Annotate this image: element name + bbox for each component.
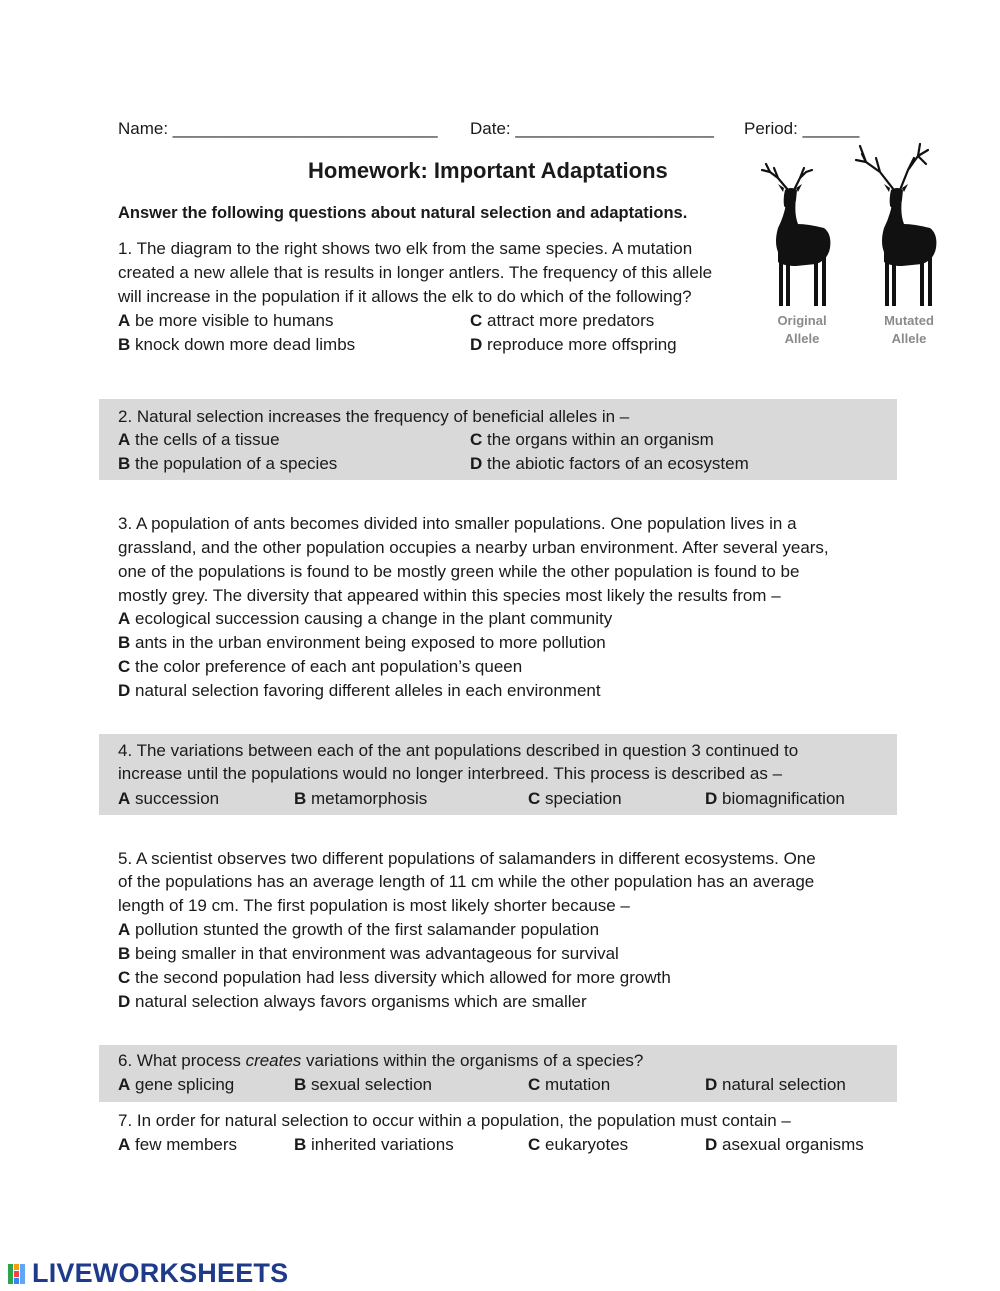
answer-option-c[interactable]: C the organs within an organism bbox=[470, 430, 714, 449]
period-field-label: Period: ______ bbox=[744, 119, 860, 138]
logo-text: LIVEWORKSHEETS bbox=[32, 1258, 289, 1288]
answer-option-a[interactable]: A be more visible to humans bbox=[118, 311, 334, 330]
question-text: of the populations has an average length of 11 cm while the other population has an average bbox=[118, 872, 815, 891]
answer-option-a[interactable]: A gene splicing bbox=[118, 1075, 235, 1094]
mutated-allele-caption: Mutated Allele bbox=[884, 313, 934, 346]
answer-option-c[interactable]: C speciation bbox=[528, 789, 622, 808]
question-text: 5. A scientist observes two different populations of salamanders in different ecosystems. One bbox=[118, 849, 816, 868]
answer-option-c[interactable]: C eukaryotes bbox=[528, 1135, 629, 1154]
elk-diagram bbox=[748, 142, 943, 312]
question-text: 6. What process creates variations within the organisms of a species? bbox=[118, 1051, 644, 1070]
answer-option-d[interactable]: D reproduce more offspring bbox=[470, 335, 677, 354]
question-text: length of 19 cm. The first population is most likely shorter because – bbox=[118, 896, 630, 915]
mutated-allele-elk-icon bbox=[856, 144, 936, 306]
page-title: Homework: Important Adaptations bbox=[308, 158, 668, 183]
question-text: 4. The variations between each of the ant populations described in question 3 continued to bbox=[118, 741, 799, 760]
question-text: mostly grey. The diversity that appeared within this species most likely the results from – bbox=[118, 586, 781, 605]
answer-option-b[interactable]: B sexual selection bbox=[294, 1075, 432, 1094]
liveworksheets-mark-icon bbox=[8, 1262, 30, 1286]
question-text: increase until the populations would no longer interbreed. This process is described as – bbox=[118, 764, 783, 783]
answer-option-a[interactable]: A few members bbox=[118, 1135, 238, 1154]
answer-option-a[interactable]: A the cells of a tissue bbox=[118, 430, 280, 449]
original-allele-elk-icon bbox=[762, 164, 830, 306]
answer-option-b[interactable]: B ants in the urban environment being exposed to more pollution bbox=[118, 633, 606, 652]
answer-option-a[interactable]: A succession bbox=[118, 789, 220, 808]
answer-option-b[interactable]: B the population of a species bbox=[118, 454, 338, 473]
question-text: 7. In order for natural selection to occur within a population, the population must contain – bbox=[118, 1111, 791, 1130]
question-text: will increase in the population if it allows the elk to do which of the following? bbox=[118, 287, 692, 306]
question-text: one of the populations is found to be mostly green while the other population is found to be bbox=[118, 562, 800, 581]
question-text: created a new allele that is results in longer antlers. The frequency of this allele bbox=[118, 263, 713, 282]
answer-option-c[interactable]: C attract more predators bbox=[470, 311, 655, 330]
instructions: Answer the following questions about natural selection and adaptations. bbox=[118, 204, 688, 222]
answer-option-b[interactable]: B knock down more dead limbs bbox=[118, 335, 356, 354]
answer-option-a[interactable]: A pollution stunted the growth of the first salamander population bbox=[118, 920, 600, 939]
liveworksheets-logo[interactable] bbox=[8, 1258, 288, 1289]
answer-option-d[interactable]: D asexual organisms bbox=[705, 1135, 864, 1154]
answer-option-c[interactable]: C the color preference of each ant population’s queen bbox=[118, 657, 523, 676]
answer-option-d[interactable]: D biomagnification bbox=[705, 789, 845, 808]
question-text: 1. The diagram to the right shows two elk from the same species. A mutation bbox=[118, 239, 693, 258]
date-field-label: Date: _____________________ bbox=[470, 119, 714, 138]
answer-option-c[interactable]: C mutation bbox=[528, 1075, 611, 1094]
answer-option-d[interactable]: D natural selection always favors organisms which are smaller bbox=[118, 992, 587, 1011]
answer-option-c[interactable]: C the second population had less diversity which allowed for more growth bbox=[118, 968, 671, 987]
answer-option-b[interactable]: B inherited variations bbox=[294, 1135, 454, 1154]
answer-option-d[interactable]: D the abiotic factors of an ecosystem bbox=[470, 454, 749, 473]
question-text: 3. A population of ants becomes divided into smaller populations. One population lives in a bbox=[118, 514, 797, 533]
name-field-label: Name: ____________________________ bbox=[118, 119, 438, 138]
original-allele-caption: Original Allele bbox=[777, 313, 827, 346]
answer-option-b[interactable]: B being smaller in that environment was advantageous for survival bbox=[118, 944, 619, 963]
answer-option-a[interactable]: A ecological succession causing a change in the plant community bbox=[118, 609, 613, 628]
question-text: grassland, and the other population occupies a nearby urban environment. After several years, bbox=[118, 538, 829, 557]
answer-option-d[interactable]: D natural selection bbox=[705, 1075, 846, 1094]
answer-option-b[interactable]: B metamorphosis bbox=[294, 789, 428, 808]
question-text: 2. Natural selection increases the frequency of beneficial alleles in – bbox=[118, 407, 630, 426]
answer-option-d[interactable]: D natural selection favoring different alleles in each environment bbox=[118, 681, 601, 700]
